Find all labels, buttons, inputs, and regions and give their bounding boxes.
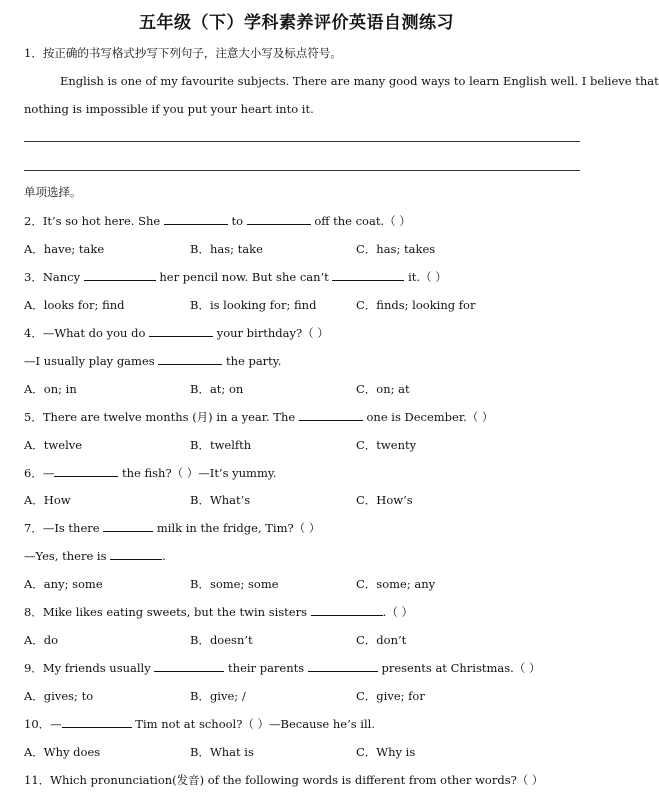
- answer-blank[interactable]: [332, 269, 404, 281]
- writing-line-1[interactable]: [24, 141, 580, 142]
- q1-passage-line2: nothing is impossible if you put your heart into it.: [24, 102, 314, 116]
- option-c: C．Why is: [356, 745, 416, 759]
- option-b: B．at; on: [190, 382, 244, 396]
- question-text: 5．There are twelve months (月) in a year. The: [24, 410, 299, 424]
- question-text: it.（ ）: [404, 270, 447, 284]
- question-2: [24, 213, 411, 229]
- question-text: their parents: [224, 661, 308, 675]
- option-c: C．has; takes: [356, 242, 436, 256]
- question-text: 7．—Is there: [24, 521, 104, 535]
- option-b: B．give; /: [190, 689, 246, 703]
- question-10: [24, 716, 375, 732]
- option-b: B．What is: [190, 745, 254, 759]
- option-c: C．give; for: [356, 689, 425, 703]
- question-text: 6．—: [24, 466, 55, 480]
- question-text: presents at Christmas.（ ）: [377, 661, 541, 675]
- option-b: B．is looking for; find: [190, 298, 317, 312]
- answer-blank[interactable]: [62, 716, 132, 728]
- question-text: 4．—What do you do: [24, 326, 150, 340]
- option-b: B．has; take: [190, 242, 263, 256]
- question-text: to: [227, 214, 247, 228]
- option-c: C．finds; looking for: [356, 298, 476, 312]
- option-a: A．looks for; find: [24, 298, 125, 312]
- question-4: [24, 325, 329, 341]
- option-a: A．do: [24, 633, 59, 647]
- answer-blank[interactable]: [110, 548, 162, 560]
- writing-line-2[interactable]: [24, 170, 580, 171]
- question-text: off the coat.（ ）: [310, 214, 411, 228]
- question-text: 10．—: [24, 717, 62, 731]
- question-3: [24, 269, 447, 285]
- q1-instruction: 1．按正确的书写格式抄写下列句子，注意大小写及标点符号。: [24, 46, 342, 60]
- question-text: Tim not at school?（ ）—Because he’s ill.: [131, 717, 375, 731]
- option-c: C．some; any: [356, 577, 436, 591]
- question-text: milk in the fridge, Tim?（ ）: [153, 521, 321, 535]
- question-8: [24, 604, 413, 620]
- option-a: A．twelve: [24, 438, 83, 452]
- option-b: B．doesn’t: [190, 633, 253, 647]
- question-text: the fish?（ ）—It’s yummy.: [118, 466, 277, 480]
- option-a: A．have; take: [24, 242, 105, 256]
- question-4-reply: [24, 353, 281, 368]
- option-b: B．twelfth: [190, 438, 252, 452]
- option-a: A．How: [24, 493, 71, 507]
- answer-blank[interactable]: [84, 269, 156, 281]
- question-11: 11．Which pronunciation(发音) of the following words is different from other words?（ ）: [24, 773, 544, 787]
- answer-blank[interactable]: [247, 213, 311, 225]
- answer-blank[interactable]: [164, 213, 228, 225]
- option-a: A．on; in: [24, 382, 77, 396]
- option-b: B．some; some: [190, 577, 279, 591]
- question-text: 3．Nancy: [24, 270, 84, 284]
- question-text: 2．It’s so hot here. She: [24, 214, 164, 228]
- question-text: —I usually play games: [24, 354, 159, 368]
- answer-blank[interactable]: [158, 353, 222, 365]
- question-text: —Yes, there is: [24, 549, 111, 563]
- question-text: the party.: [222, 354, 282, 368]
- answer-blank[interactable]: [54, 465, 118, 477]
- page-title: 五年级（下）学科素养评价英语自测练习: [139, 13, 454, 33]
- answer-blank[interactable]: [103, 520, 153, 532]
- answer-blank[interactable]: [311, 604, 383, 616]
- option-c: C．don’t: [356, 633, 407, 647]
- option-b: B．What’s: [190, 493, 251, 507]
- question-text: 9．My friends usually: [24, 661, 155, 675]
- option-a: A．Why does: [24, 745, 101, 759]
- question-text: one is December.（ ）: [362, 410, 494, 424]
- question-5: [24, 409, 493, 425]
- question-text: .: [162, 549, 166, 563]
- section-heading: 单项选择。: [24, 185, 82, 199]
- option-a: A．any; some: [24, 577, 103, 591]
- question-text: 8．Mike likes eating sweets, but the twin sisters: [24, 605, 311, 619]
- answer-blank[interactable]: [149, 325, 213, 337]
- q1-passage-line1: English is one of my favourite subjects. There are many good ways to learn English well. I believe that: [60, 74, 659, 88]
- option-a: A．gives; to: [24, 689, 94, 703]
- question-text: her pencil now. But she can’t: [155, 270, 333, 284]
- question-7-reply: [24, 548, 166, 563]
- question-text: your birthday?（ ）: [213, 326, 329, 340]
- answer-blank[interactable]: [154, 660, 224, 672]
- question-7: [24, 520, 320, 536]
- option-c: C．twenty: [356, 438, 417, 452]
- question-text: .（ ）: [382, 605, 413, 619]
- question-6: [24, 465, 277, 481]
- option-c: C．How’s: [356, 493, 413, 507]
- answer-blank[interactable]: [308, 660, 378, 672]
- option-c: C．on; at: [356, 382, 410, 396]
- answer-blank[interactable]: [299, 409, 363, 421]
- question-9: [24, 660, 540, 676]
